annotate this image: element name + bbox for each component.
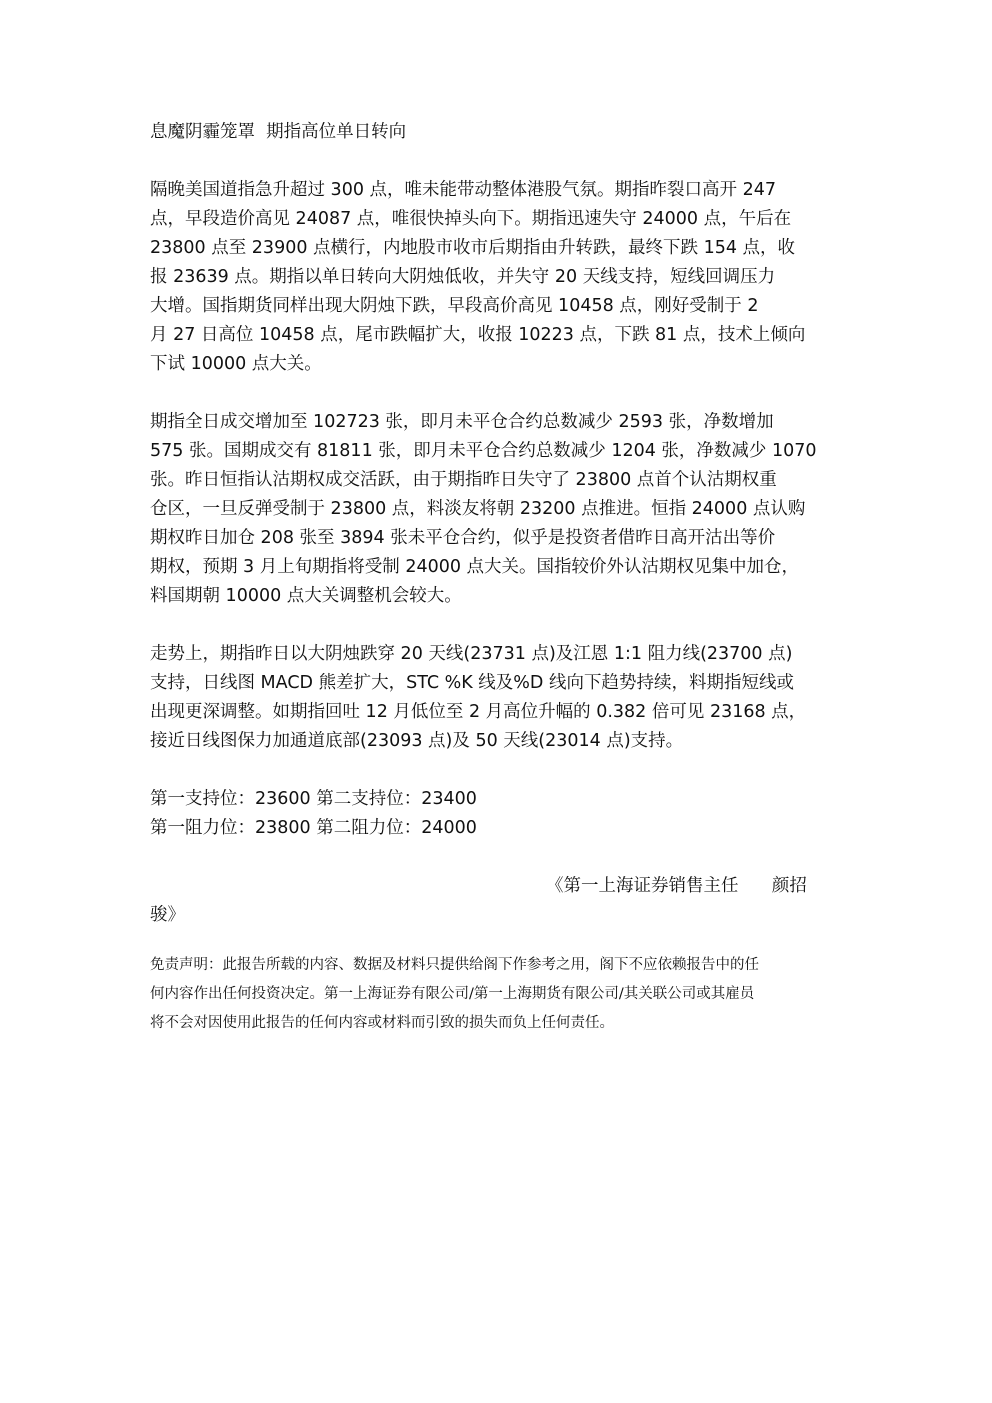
resistance-levels: 第一阻力位：23800 第二阻力位：24000 <box>150 818 477 838</box>
paragraph-line: 期指全日成交增加至 102723 张，即月未平仓合约总数减少 2593 张，净数增加 <box>150 412 774 432</box>
paragraph-line: 走势上，期指昨日以大阴烛跌穿 20 天线(23731 点)及江恩 1:1 阻力线(23700 点) <box>150 644 793 664</box>
disclaimer-line: 免责声明：此报告所载的内容、数据及材料只提供给阁下作参考之用，阁下不应依赖报告中的任 <box>150 957 759 973</box>
paragraph-line: 期权，预期 3 月上旬期指将受制 24000 点大关。国指较价外认沽期权见集中加仓， <box>150 557 800 577</box>
author-signature <box>150 872 844 930</box>
spacer <box>150 611 844 640</box>
paragraph-line: 23800 点至 23900 点横行，内地股市收市后期指由升转跌，最终下跌 154 点，收 <box>150 238 796 258</box>
disclaimer-line: 将不会对因使用此报告的任何内容或材料而引致的损失而负上任何责任。 <box>150 1015 614 1031</box>
paragraph-line: 隔晚美国道指急升超过 300 点，唯未能带动整体港股气氛。期指昨裂口高开 247 <box>150 180 776 200</box>
paragraph-line: 料国期朝 10000 点大关调整机会较大。 <box>150 586 462 606</box>
spacer <box>150 930 844 951</box>
paragraph-line: 支持，日线图 MACD 熊差扩大，STC %K 线及%D 线向下趋势持续，料期指短线或 <box>150 673 794 693</box>
spacer <box>150 843 844 872</box>
paragraph-line: 月 27 日高位 10458 点，尾市跌幅扩大，收报 10223 点，下跌 81 点，技术上倾向 <box>150 325 806 345</box>
paragraph-market-review <box>150 176 844 379</box>
signature-line-1: 《第一上海证券销售主任 颜招 <box>546 876 807 896</box>
paragraph-line: 仓区，一旦反弹受制于 23800 点，料淡友将朝 23200 点推进。恒指 24000 点认购 <box>150 499 806 519</box>
disclaimer-line: 何内容作出任何投资决定。第一上海证券有限公司/第一上海期货有限公司/其关联公司或其雇员 <box>150 986 755 1002</box>
paragraph-line: 大增。国指期货同样出现大阴烛下跌，早段高价高见 10458 点，刚好受制于 2 <box>150 296 759 316</box>
paragraph-technical-outlook <box>150 640 844 756</box>
paragraph-line: 张。昨日恒指认沽期权成交活跃，由于期指昨日失守了 23800 点首个认沽期权重 <box>150 470 777 490</box>
paragraph-line: 期权昨日加仓 208 张至 3894 张未平仓合约，似乎是投资者借昨日高开沽出等价 <box>150 528 776 548</box>
disclaimer <box>150 951 844 1038</box>
paragraph-line: 报 23639 点。期指以单日转向大阴烛低收，并失守 20 天线支持，短线回调压力 <box>150 267 776 287</box>
spacer <box>150 379 844 408</box>
paragraph-line: 下试 10000 点大关。 <box>150 354 322 374</box>
signature-line-2: 骏》 <box>150 905 185 925</box>
paragraph-line: 575 张。国期成交有 81811 张，即月未平仓合约总数减少 1204 张，净数减少 1070 <box>150 441 817 461</box>
paragraph-line: 接近日线图保力加通道底部(23093 点)及 50 天线(23014 点)支持。 <box>150 731 684 751</box>
document-page <box>150 118 844 1038</box>
support-levels: 第一支持位：23600 第二支持位：23400 <box>150 789 477 809</box>
support-resistance-levels <box>150 785 844 843</box>
paragraph-line: 点，早段造价高见 24087 点，唯很快掉头向下。期指迅速失守 24000 点，午后在 <box>150 209 792 229</box>
document-title: 息魔阴霾笼罩 期指高位单日转向 <box>150 122 407 142</box>
spacer <box>150 147 844 176</box>
spacer <box>150 756 844 785</box>
paragraph-line: 出现更深调整。如期指回吐 12 月低位至 2 月高位升幅的 0.382 倍可见 23168 点， <box>150 702 807 722</box>
paragraph-volume-options <box>150 408 844 611</box>
